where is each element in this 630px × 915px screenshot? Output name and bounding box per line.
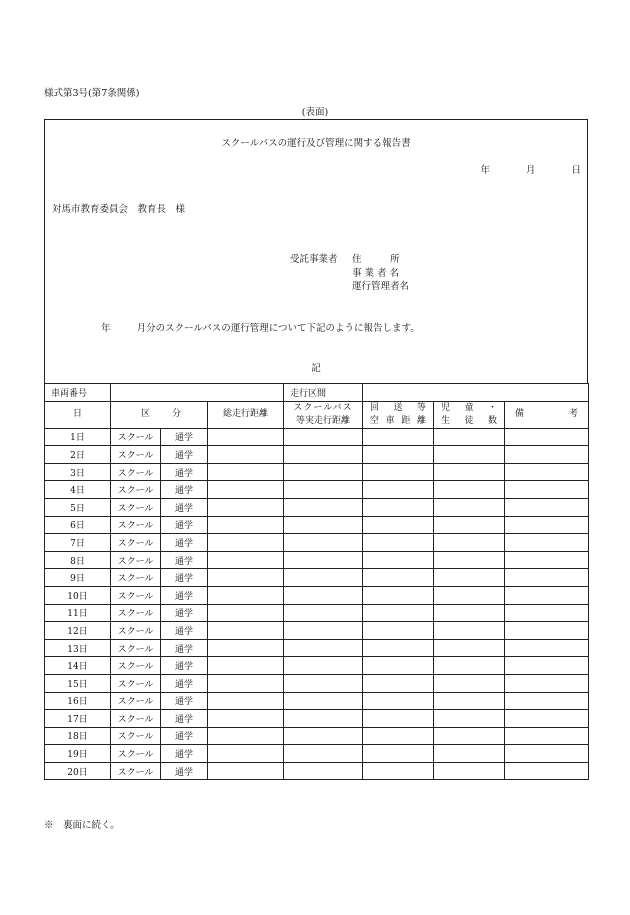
table-row — [45, 498, 589, 516]
row-purpose: 通学 — [161, 710, 208, 728]
header-students-2b: 徒 — [464, 415, 474, 426]
row-empty-distance[interactable] — [363, 516, 434, 534]
row-actual-distance[interactable] — [284, 498, 363, 516]
row-purpose: 通学 — [161, 446, 208, 464]
header-remarks-2: 考 — [569, 409, 579, 420]
row-day: 20日 — [45, 762, 111, 780]
row-purpose: 通学 — [161, 551, 208, 569]
row-student-count[interactable] — [434, 516, 505, 534]
row-student-count[interactable] — [434, 692, 505, 710]
report-header-frame — [44, 119, 588, 383]
table-row — [45, 745, 589, 763]
row-student-count[interactable] — [434, 639, 505, 657]
header-row — [45, 401, 589, 428]
row-purpose: 通学 — [161, 727, 208, 745]
row-day: 9日 — [45, 569, 111, 587]
header-students-2a: 生 — [441, 415, 451, 426]
table-row — [45, 586, 589, 604]
table-row — [45, 428, 589, 446]
row-purpose: 通学 — [161, 604, 208, 622]
row-type: スクール — [111, 604, 161, 622]
row-student-count[interactable] — [434, 498, 505, 516]
row-total-distance[interactable] — [208, 586, 284, 604]
row-student-count[interactable] — [434, 657, 505, 675]
row-remarks[interactable] — [505, 428, 589, 446]
row-student-count[interactable] — [434, 674, 505, 692]
table-row — [45, 516, 589, 534]
row-total-distance[interactable] — [208, 428, 284, 446]
row-total-distance[interactable] — [208, 727, 284, 745]
vehicle-row — [45, 384, 589, 402]
row-empty-distance[interactable] — [363, 710, 434, 728]
header-empty-2b: 車 — [385, 415, 395, 426]
table-row — [45, 710, 589, 728]
row-remarks[interactable] — [505, 745, 589, 763]
row-total-distance[interactable] — [208, 710, 284, 728]
row-day: 17日 — [45, 710, 111, 728]
row-total-distance[interactable] — [208, 534, 284, 552]
operation-table — [44, 383, 589, 780]
table-row — [45, 622, 589, 640]
header-empty-distance — [363, 401, 434, 428]
row-total-distance[interactable] — [208, 604, 284, 622]
header-empty-2d: 離 — [416, 415, 426, 426]
row-total-distance[interactable] — [208, 622, 284, 640]
row-day: 8日 — [45, 551, 111, 569]
row-type: スクール — [111, 657, 161, 675]
table-row — [45, 569, 589, 587]
table-row — [45, 463, 589, 481]
row-remarks[interactable] — [505, 762, 589, 780]
row-actual-distance[interactable] — [284, 604, 363, 622]
row-student-count[interactable] — [434, 762, 505, 780]
row-type: スクール — [111, 446, 161, 464]
address-label: 住 所 — [352, 254, 400, 265]
row-total-distance[interactable] — [208, 692, 284, 710]
row-remarks[interactable] — [505, 692, 589, 710]
daily-rows — [45, 428, 589, 780]
row-remarks[interactable] — [505, 446, 589, 464]
row-type: スクール — [111, 692, 161, 710]
row-remarks[interactable] — [505, 622, 589, 640]
row-type: スクール — [111, 762, 161, 780]
report-title: スクールバスの運行及び管理に関する報告書 — [221, 138, 411, 149]
row-total-distance[interactable] — [208, 481, 284, 499]
row-purpose: 通学 — [161, 569, 208, 587]
row-empty-distance[interactable] — [363, 463, 434, 481]
row-empty-distance[interactable] — [363, 534, 434, 552]
row-purpose: 通学 — [161, 481, 208, 499]
header-actual-line-1: スクールバス — [293, 402, 353, 413]
row-total-distance[interactable] — [208, 516, 284, 534]
row-type: スクール — [111, 674, 161, 692]
contractor-heading: 受託事業者 — [290, 254, 338, 265]
row-purpose: 通学 — [161, 463, 208, 481]
statement-year: 年 — [101, 323, 111, 334]
row-remarks[interactable] — [505, 463, 589, 481]
row-total-distance[interactable] — [208, 551, 284, 569]
row-day: 5日 — [45, 498, 111, 516]
row-purpose: 通学 — [161, 639, 208, 657]
contractor-block — [290, 253, 409, 294]
header-remarks — [505, 401, 589, 428]
row-type: スクール — [111, 534, 161, 552]
row-day: 13日 — [45, 639, 111, 657]
header-actual-distance — [284, 401, 363, 428]
row-type: スクール — [111, 745, 161, 763]
header-students-1c: ・ — [487, 402, 497, 413]
row-day: 2日 — [45, 446, 111, 464]
row-day: 1日 — [45, 428, 111, 446]
footnote: ※ 裏面に続く。 — [44, 820, 120, 831]
row-student-count[interactable] — [434, 745, 505, 763]
row-day: 6日 — [45, 516, 111, 534]
row-actual-distance[interactable] — [284, 692, 363, 710]
row-remarks[interactable] — [505, 657, 589, 675]
table-row — [45, 551, 589, 569]
table-row — [45, 604, 589, 622]
row-day: 7日 — [45, 534, 111, 552]
row-actual-distance[interactable] — [284, 639, 363, 657]
table-row — [45, 481, 589, 499]
row-day: 12日 — [45, 622, 111, 640]
header-total-distance: 総走行距離 — [208, 401, 284, 428]
row-type: スクール — [111, 481, 161, 499]
table-row — [45, 727, 589, 745]
row-remarks[interactable] — [505, 551, 589, 569]
date-month: 月 — [525, 165, 536, 176]
row-total-distance[interactable] — [208, 745, 284, 763]
row-actual-distance[interactable] — [284, 710, 363, 728]
business-name-label: 事 業 者 名 — [352, 267, 400, 279]
row-day: 4日 — [45, 481, 111, 499]
row-remarks[interactable] — [505, 639, 589, 657]
row-total-distance[interactable] — [208, 498, 284, 516]
row-empty-distance[interactable] — [363, 639, 434, 657]
table-row — [45, 446, 589, 464]
row-student-count[interactable] — [434, 604, 505, 622]
row-actual-distance[interactable] — [284, 586, 363, 604]
table-row — [45, 639, 589, 657]
row-student-count[interactable] — [434, 428, 505, 446]
row-total-distance[interactable] — [208, 674, 284, 692]
row-remarks[interactable] — [505, 674, 589, 692]
row-purpose: 通学 — [161, 622, 208, 640]
row-type: スクール — [111, 710, 161, 728]
row-type: スクール — [111, 569, 161, 587]
row-day: 19日 — [45, 745, 111, 763]
row-empty-distance[interactable] — [363, 622, 434, 640]
row-type: スクール — [111, 498, 161, 516]
route-label: 走行区間 — [284, 384, 363, 402]
row-student-count[interactable] — [434, 710, 505, 728]
header-students-1a: 児 — [441, 402, 451, 413]
row-day: 10日 — [45, 586, 111, 604]
report-statement — [101, 320, 420, 334]
row-empty-distance[interactable] — [363, 727, 434, 745]
row-actual-distance[interactable] — [284, 551, 363, 569]
row-actual-distance[interactable] — [284, 622, 363, 640]
header-kubun — [111, 401, 208, 428]
row-student-count[interactable] — [434, 463, 505, 481]
row-empty-distance[interactable] — [363, 745, 434, 763]
row-actual-distance[interactable] — [284, 727, 363, 745]
table-row — [45, 762, 589, 780]
row-type: スクール — [111, 586, 161, 604]
row-total-distance[interactable] — [208, 463, 284, 481]
row-student-count[interactable] — [434, 569, 505, 587]
ki-mark: 記 — [311, 363, 321, 374]
row-actual-distance[interactable] — [284, 446, 363, 464]
form-number-label: 様式第3号(第7条関係) — [44, 88, 140, 99]
row-type: スクール — [111, 727, 161, 745]
header-empty-2c: 距 — [401, 415, 411, 426]
row-purpose: 通学 — [161, 534, 208, 552]
row-actual-distance[interactable] — [284, 674, 363, 692]
row-empty-distance[interactable] — [363, 762, 434, 780]
header-kubun-2: 分 — [171, 409, 181, 420]
row-remarks[interactable] — [505, 498, 589, 516]
row-total-distance[interactable] — [208, 569, 284, 587]
row-purpose: 通学 — [161, 498, 208, 516]
row-empty-distance[interactable] — [363, 428, 434, 446]
row-purpose: 通学 — [161, 745, 208, 763]
row-remarks[interactable] — [505, 604, 589, 622]
row-type: スクール — [111, 551, 161, 569]
row-empty-distance[interactable] — [363, 498, 434, 516]
row-actual-distance[interactable] — [284, 657, 363, 675]
row-type: スクール — [111, 463, 161, 481]
row-remarks[interactable] — [505, 481, 589, 499]
row-empty-distance[interactable] — [363, 481, 434, 499]
row-purpose: 通学 — [161, 692, 208, 710]
row-remarks[interactable] — [505, 569, 589, 587]
table-row — [45, 657, 589, 675]
row-empty-distance[interactable] — [363, 551, 434, 569]
vehicle-number-label: 車両番号 — [45, 384, 111, 402]
statement-text: 月分のスクールバスの運行管理について下記のように報告します。 — [136, 323, 420, 334]
header-kubun-1: 区 — [141, 409, 151, 420]
row-empty-distance[interactable] — [363, 692, 434, 710]
row-day: 3日 — [45, 463, 111, 481]
row-remarks[interactable] — [505, 516, 589, 534]
header-empty-2a: 空 — [370, 415, 380, 426]
row-purpose: 通学 — [161, 674, 208, 692]
table-row — [45, 674, 589, 692]
row-empty-distance[interactable] — [363, 586, 434, 604]
row-actual-distance[interactable] — [284, 516, 363, 534]
row-student-count[interactable] — [434, 586, 505, 604]
header-empty-1a: 回 — [370, 402, 380, 413]
row-purpose: 通学 — [161, 516, 208, 534]
row-type: スクール — [111, 639, 161, 657]
row-student-count[interactable] — [434, 534, 505, 552]
row-purpose: 通学 — [161, 428, 208, 446]
row-actual-distance[interactable] — [284, 463, 363, 481]
route-cell[interactable] — [363, 384, 589, 402]
table-row — [45, 692, 589, 710]
row-student-count[interactable] — [434, 446, 505, 464]
row-actual-distance[interactable] — [284, 428, 363, 446]
row-student-count[interactable] — [434, 622, 505, 640]
row-remarks[interactable] — [505, 534, 589, 552]
row-remarks[interactable] — [505, 586, 589, 604]
row-actual-distance[interactable] — [284, 762, 363, 780]
date-day: 日 — [571, 165, 581, 176]
header-day: 日 — [45, 401, 111, 428]
row-purpose: 通学 — [161, 762, 208, 780]
row-actual-distance[interactable] — [284, 569, 363, 587]
header-students-1b: 童 — [464, 402, 474, 413]
row-day: 11日 — [45, 604, 111, 622]
row-empty-distance[interactable] — [363, 674, 434, 692]
header-students-2c: 数 — [487, 415, 497, 426]
row-type: スクール — [111, 516, 161, 534]
row-remarks[interactable] — [505, 727, 589, 745]
row-empty-distance[interactable] — [363, 569, 434, 587]
row-total-distance[interactable] — [208, 639, 284, 657]
header-empty-1b: 送 — [393, 402, 403, 413]
manager-name-label: 運行管理者名 — [352, 281, 410, 292]
row-day: 16日 — [45, 692, 111, 710]
row-empty-distance[interactable] — [363, 446, 434, 464]
row-actual-distance[interactable] — [284, 534, 363, 552]
row-purpose: 通学 — [161, 586, 208, 604]
row-actual-distance[interactable] — [284, 745, 363, 763]
row-day: 18日 — [45, 727, 111, 745]
date-year: 年 — [480, 165, 490, 176]
table-row — [45, 534, 589, 552]
row-total-distance[interactable] — [208, 657, 284, 675]
row-total-distance[interactable] — [208, 446, 284, 464]
row-type: スクール — [111, 622, 161, 640]
row-actual-distance[interactable] — [284, 481, 363, 499]
header-empty-1c: 等 — [416, 402, 426, 413]
side-label: (表面) — [301, 107, 329, 118]
header-actual-line-2: 等実走行距離 — [296, 415, 351, 426]
row-student-count[interactable] — [434, 481, 505, 499]
row-purpose: 通学 — [161, 657, 208, 675]
row-student-count[interactable] — [434, 727, 505, 745]
row-day: 14日 — [45, 657, 111, 675]
row-day: 15日 — [45, 674, 111, 692]
row-empty-distance[interactable] — [363, 604, 434, 622]
row-total-distance[interactable] — [208, 762, 284, 780]
addressee: 対馬市教育委員会 教育長 様 — [52, 204, 186, 215]
vehicle-number-cell[interactable] — [111, 384, 284, 402]
row-type: スクール — [111, 428, 161, 446]
header-student-count — [434, 401, 505, 428]
date-line — [480, 162, 581, 176]
header-remarks-1: 備 — [515, 409, 525, 420]
row-remarks[interactable] — [505, 710, 589, 728]
row-empty-distance[interactable] — [363, 657, 434, 675]
row-student-count[interactable] — [434, 551, 505, 569]
